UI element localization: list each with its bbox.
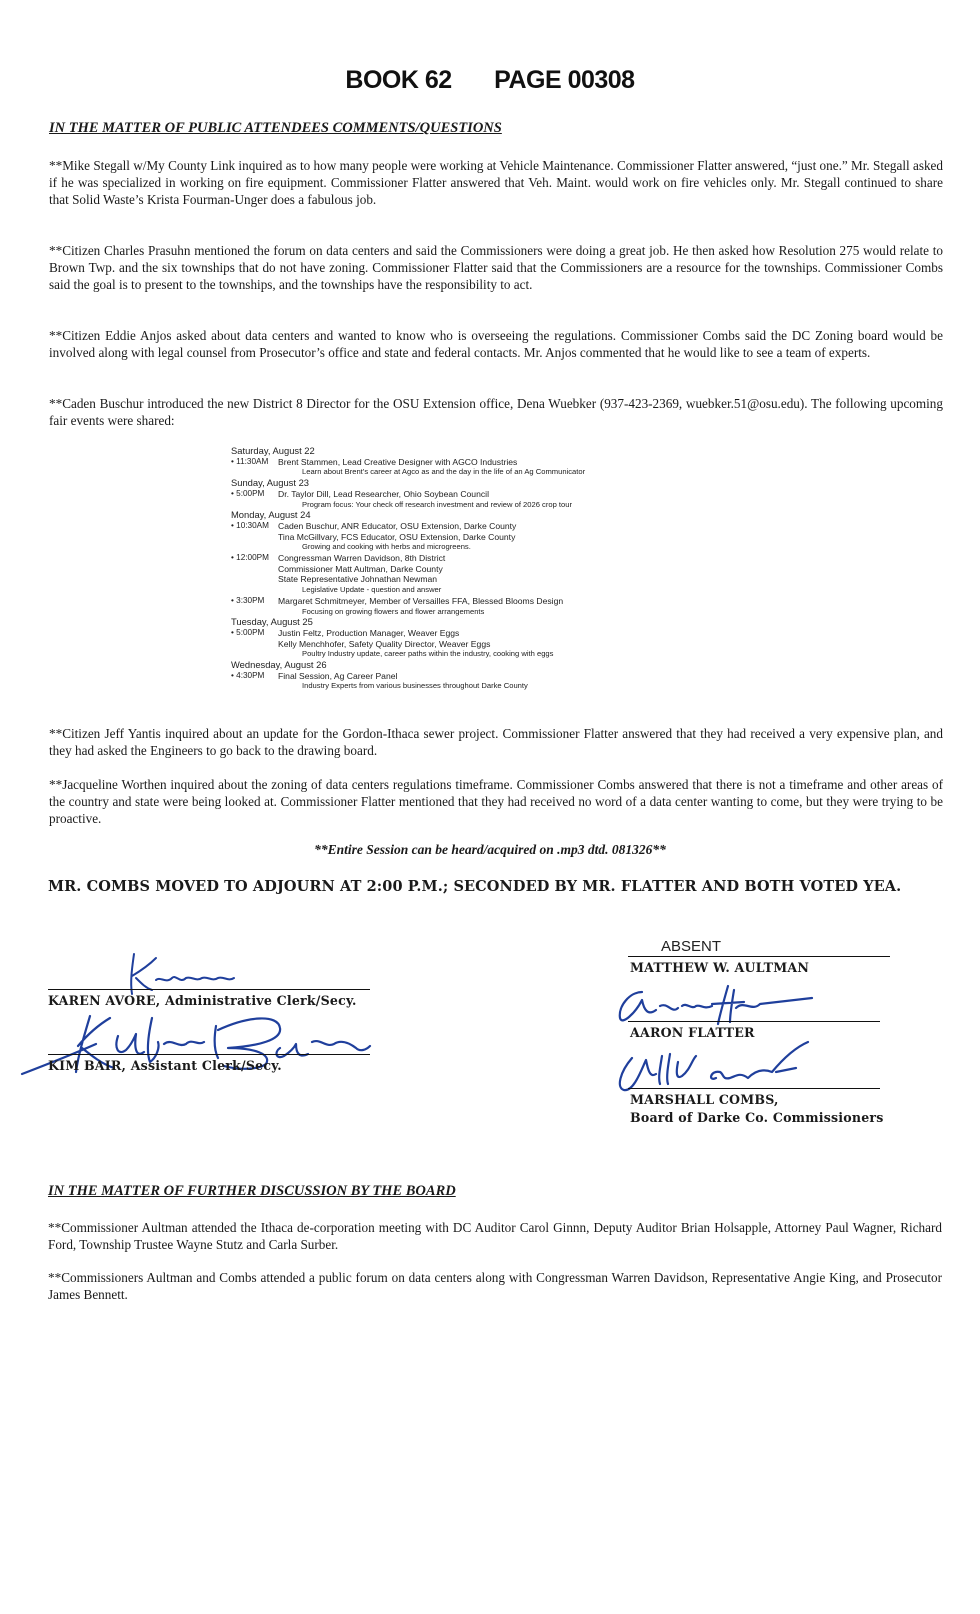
event-details (278, 671, 711, 692)
paragraph-anjos: **Citizen Eddie Anjos asked about data centers and wanted to know who is overseeing the regulations. Commissioner Combs said the DC Zoning board would be involved along with legal counsel from Prosecutor’s office and state and federal contacts. Mr. Anjos commented that he would like to see a team of experts. (49, 328, 943, 360)
book-number: BOOK 62 (345, 66, 452, 94)
event-item (231, 596, 711, 617)
event-time: • 5:00PM (231, 628, 278, 660)
event-details (278, 596, 711, 617)
signature-name-aultman: MATTHEW W. AULTMAN (630, 960, 810, 975)
event-day-heading: Saturday, August 22 (231, 445, 315, 456)
event-day-heading: Sunday, August 23 (231, 477, 310, 489)
event-day-heading: Wednesday, August 26 (231, 659, 327, 671)
event-item (231, 628, 711, 660)
event-time: • 4:30PM (231, 671, 278, 692)
page-header (0, 66, 980, 95)
event-speaker: State Representative Johnathan Newman (278, 574, 438, 585)
signature-title-combs: Board of Darke Co. Commissioners (630, 1110, 884, 1125)
signature-line-avore (48, 989, 370, 990)
event-speaker: Commissioner Matt Aultman, Darke County (278, 563, 443, 574)
paragraph-stegall: **Mike Stegall w/My County Link inquired as to how many people were working at Vehicle Maintenance. Commissioner Flatter answered, “just one.” Mr. Stegall asked if he was specialized in working on fire equipment. Commissioner Flatter answered that Veh. Maint. would work on fire vehicles only. Mr. Stegall continued to share that Solid Waste’s Krista Fourman-Unger does a fabulous job. (49, 158, 943, 207)
event-time: • 3:30PM (231, 596, 278, 617)
event-details (278, 521, 711, 553)
signature-name-flatter: AARON FLATTER (630, 1025, 755, 1040)
paragraph-ithaca: **Commissioner Aultman attended the Ithaca de-corporation meeting with DC Auditor Carol Ginnn, Deputy Auditor Brian Holsapple, Attorney Paul Wagner, Richard Ford, Township Trustee Wayne Stutz and Carla Surber. (48, 1220, 942, 1252)
paragraph-buschur: **Caden Buschur introduced the new District 8 Director for the OSU Extension office, Dena Wuebker (937-423-2369, wuebker.51@osu.edu). The following upcoming fair events were shared: (49, 396, 943, 428)
event-description: Growing and cooking with herbs and microgreens. (302, 542, 471, 552)
event-description: Learn about Brent’s career at Agco as and the day in the life of an Ag Communicator (302, 467, 586, 477)
fair-events-list (231, 446, 711, 692)
event-time: • 5:00PM (231, 489, 278, 510)
event-speaker: Margaret Schmitmeyer, Member of Versailles FFA, Blessed Blooms Design (278, 595, 564, 606)
event-details (278, 457, 711, 478)
event-time: • 12:00PM (231, 553, 278, 596)
event-speaker: Justin Feltz, Production Manager, Weaver Eggs (278, 627, 460, 638)
event-item (231, 457, 711, 478)
paragraph-prasuhn: **Citizen Charles Prasuhn mentioned the forum on data centers and said the Commissioners were doing a great job. He then asked how Resolution 275 would relate to Brown Twp. and the six townships that do not have zoning. Commissioner Flatter said that the Commissioners are a resource for the townships. Commissioner Combs said the goal is to present to the townships, and the townships have the responsibility to act. (49, 243, 943, 292)
event-day-heading: Tuesday, August 25 (231, 616, 313, 628)
paragraph-worthen: **Jacqueline Worthen inquired about the zoning of data centers regulations timeframe. Commissioner Combs answered that there is not a timeframe and other areas of the country and state were being looked at. Commissioner Flatter mentioned that they had received no word of a data center wanting to come, but they were trying to be proactive. (49, 777, 943, 826)
event-day-heading: Monday, August 24 (231, 509, 311, 521)
page-number: PAGE 00308 (494, 66, 635, 94)
event-speaker: Tina McGillvary, FCS Educator, OSU Extension, Darke County (278, 531, 516, 542)
section-title-public-comments: IN THE MATTER OF PUBLIC ATTENDEES COMMENTS/QUESTIONS (49, 120, 502, 136)
session-note: **Entire Session can be heard/acquired on .mp3 dtd. 081326** (314, 842, 666, 857)
event-details (278, 628, 711, 660)
signature-name-combs: MARSHALL COMBS, (630, 1092, 779, 1107)
paragraph-forum: **Commissioners Aultman and Combs attended a public forum on data centers along with Congressman Warren Davidson, Representative Angie King, and Prosecutor James Bennett. (48, 1270, 942, 1302)
paragraph-yantis: **Citizen Jeff Yantis inquired about an update for the Gordon-Ithaca sewer project. Commissioner Flatter answered that they had received a very expensive plan, and they had asked the Engineers to go back to the drawing board. (49, 726, 943, 758)
signature-combs (612, 1038, 852, 1094)
event-item (231, 553, 711, 596)
signature-name-bair: KIM BAIR, Assistant Clerk/Secy. (48, 1058, 282, 1073)
event-item (231, 671, 711, 692)
event-time: • 11:30AM (231, 457, 278, 478)
event-speaker: Dr. Taylor Dill, Lead Researcher, Ohio Soybean Council (278, 488, 489, 499)
event-time: • 10:30AM (231, 521, 278, 553)
event-description: Poultry Industry update, career paths within the industry, cooking with eggs (302, 649, 554, 659)
signature-line-aultman (628, 956, 890, 957)
event-speaker: Brent Stammen, Lead Creative Designer with AGCO Industries (278, 456, 518, 467)
signature-line-bair (48, 1054, 370, 1055)
absent-mark: ABSENT (661, 938, 722, 955)
signature-line-flatter (628, 1021, 880, 1022)
event-speaker: Caden Buschur, ANR Educator, OSU Extension, Darke County (278, 520, 517, 531)
event-description: Focusing on growing flowers and flower arrangements (302, 606, 485, 616)
event-details (278, 489, 711, 510)
adjourn-motion: MR. COMBS MOVED TO ADJOURN AT 2:00 P.M.; SECONDED BY MR. FLATTER AND BOTH VOTED YEA. (48, 878, 902, 895)
event-description: Industry Experts from various businesses throughout Darke County (302, 681, 528, 691)
signature-name-avore: KAREN AVORE, Administrative Clerk/Secy. (48, 993, 357, 1008)
event-description: Program focus: Your check off research investment and review of 2026 crop tour (302, 499, 573, 509)
event-description: Legislative Update - question and answer (302, 585, 442, 595)
section-title-further-discussion: IN THE MATTER OF FURTHER DISCUSSION BY THE BOARD (48, 1183, 456, 1199)
event-details (278, 553, 711, 596)
event-item (231, 489, 711, 510)
event-speaker: Congressman Warren Davidson, 8th District (278, 553, 446, 564)
event-speaker: Kelly Menchhofer, Safety Quality Director, Weaver Eggs (278, 638, 491, 649)
event-item (231, 521, 711, 553)
signature-line-combs (628, 1088, 880, 1089)
event-speaker: Final Session, Ag Career Panel (278, 670, 398, 681)
